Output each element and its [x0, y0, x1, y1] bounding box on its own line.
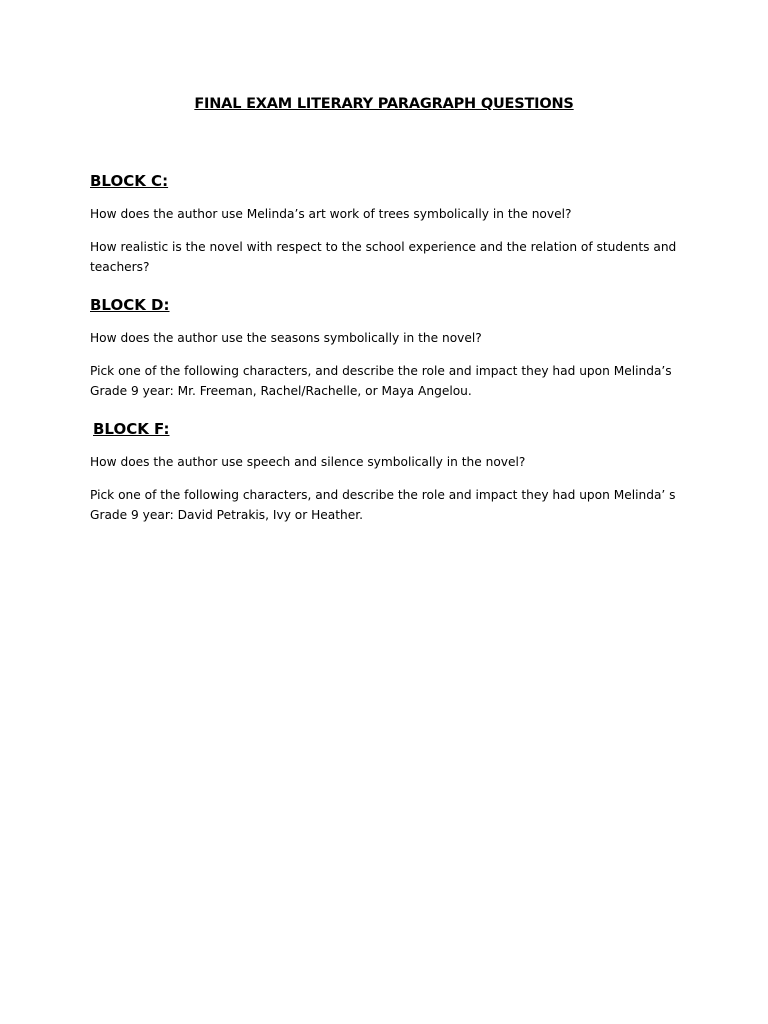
block-f-question-2: Pick one of the following characters, and describe the role and impact they had upon Melinda’ s Grade 9 year: David Petrakis, Ivy or Heather.	[90, 488, 676, 522]
block-c-question-1: How does the author use Melinda’s art work of trees symbolically in the novel?	[90, 207, 572, 221]
block-f-heading: BLOCK F:	[93, 420, 170, 438]
block-c-heading: BLOCK C:	[90, 172, 169, 190]
block-c-question-2: How realistic is the novel with respect to the school experience and the relation of students and teachers?	[90, 240, 677, 274]
document-title: FINAL EXAM LITERARY PARAGRAPH QUESTIONS	[194, 96, 574, 112]
block-d-heading: BLOCK D:	[90, 296, 170, 314]
block-f-question-1: How does the author use speech and silence symbolically in the novel?	[90, 455, 526, 469]
block-d-question-2: Pick one of the following characters, and describe the role and impact they had upon Melinda’s Grade 9 year: Mr. Freeman, Rachel/Rachelle, or Maya Angelou.	[90, 364, 672, 398]
block-d-section	[90, 296, 680, 414]
block-c-section	[90, 172, 680, 290]
block-d-question-1: How does the author use the seasons symbolically in the novel?	[90, 331, 482, 345]
block-f-section	[90, 420, 680, 538]
